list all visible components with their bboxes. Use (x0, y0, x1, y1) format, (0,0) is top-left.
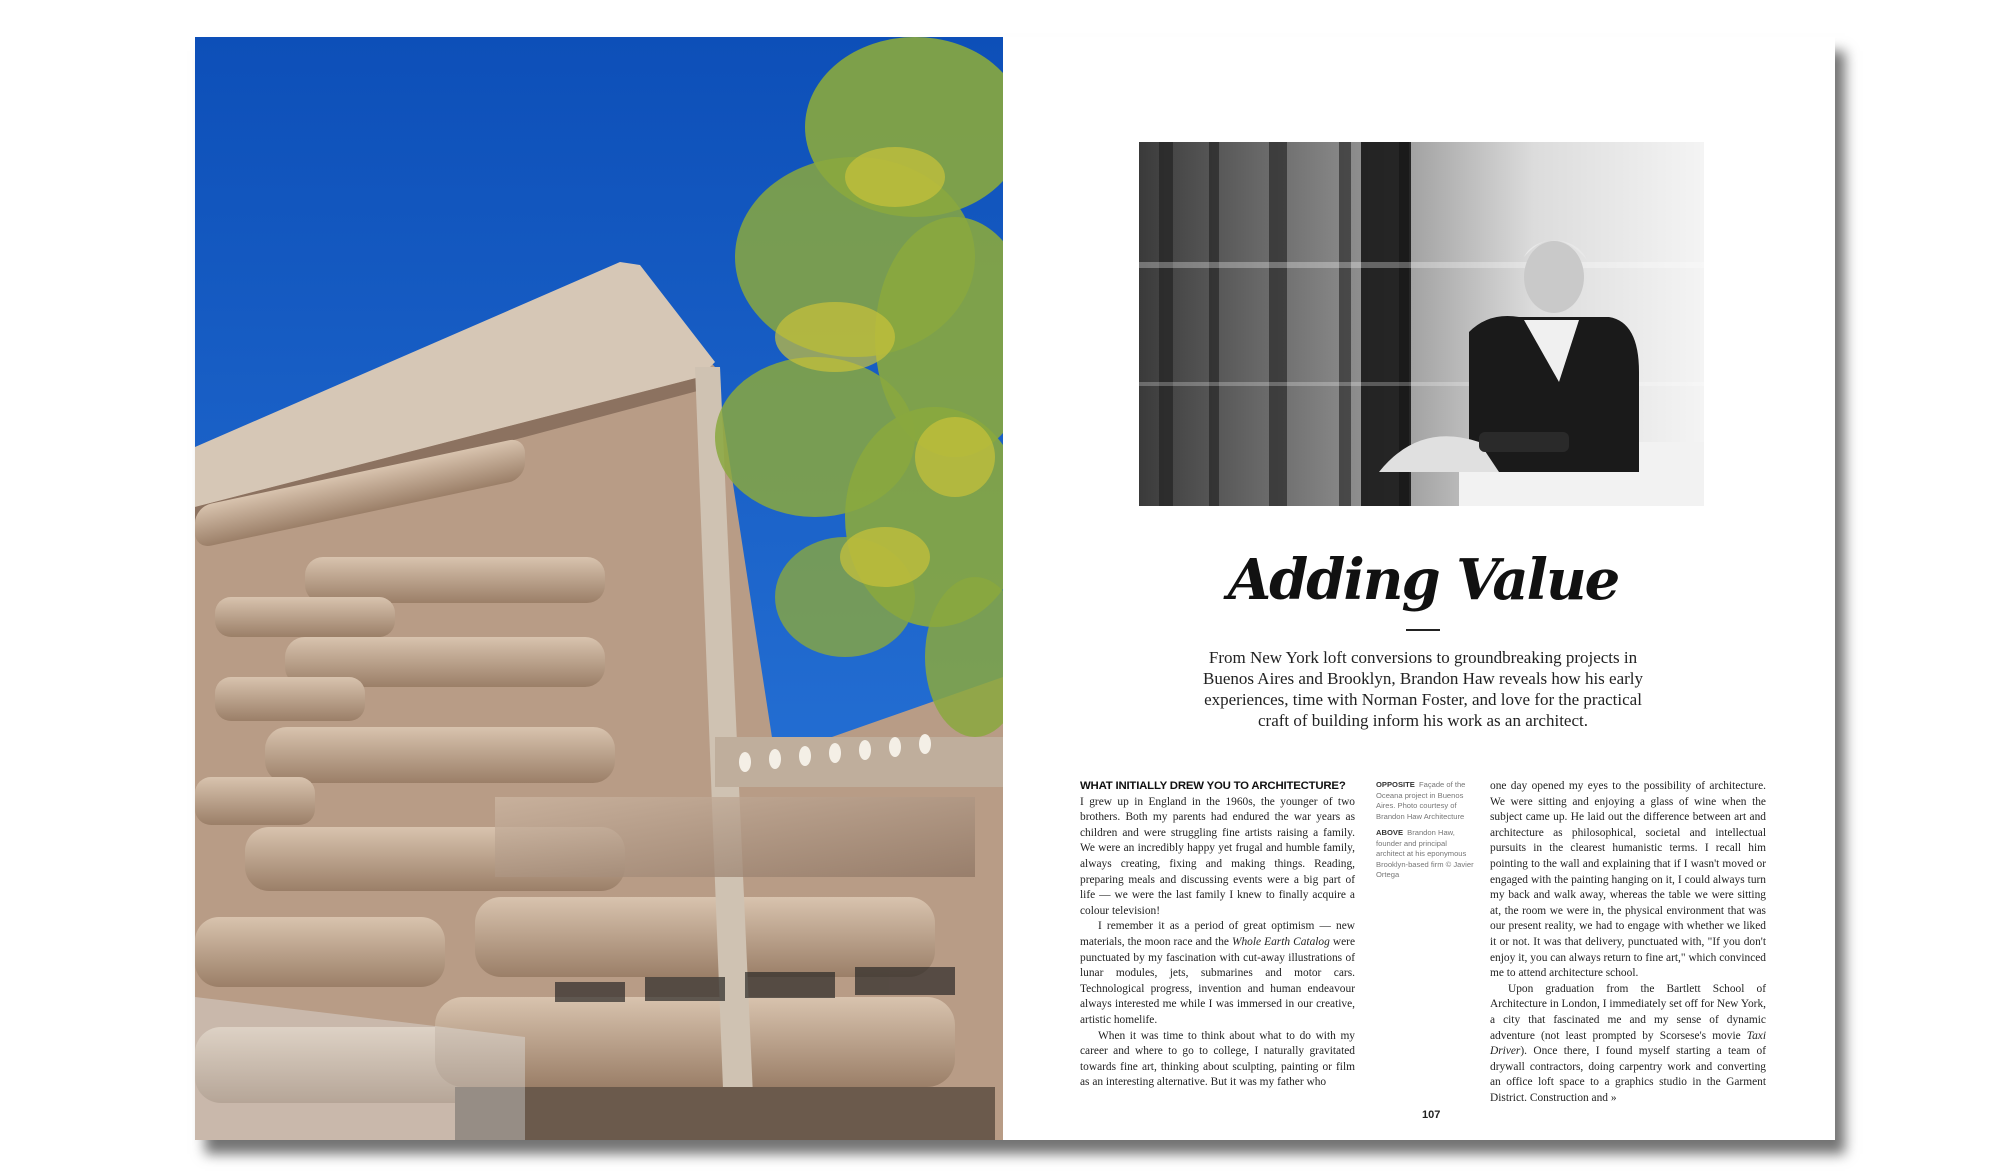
body-paragraph-2: I remember it as a period of great optimism — new materials, the moon race and the Whole Earth Catalog were punctuated by my fascination with cut-away illustrations of lunar modules, jets, submarines and motor cars. Technological progress, invention and human endeavour always interested me while I was immersed in our creative, artistic homelife. (1080, 920, 1355, 1026)
article-title: Adding Value (1227, 547, 1619, 613)
title-divider (1406, 629, 1440, 631)
page-number: 107 (1422, 1109, 1441, 1121)
body-paragraph-1: I grew up in England in the 1960s, the younger of two brothers. Both my parents had endured the war years as children and were struggling fine artists raising a family. We were an incredibly happy yet frugal and humble family, always creating, fixing and making things. Reading, preparing meals and discussing events were a big part of life — we were the last family I knew to finally acquire a colour television! (1080, 795, 1355, 917)
building-facade-photo (195, 37, 1003, 1140)
body-paragraph-5: Upon graduation from the Bartlett School of Architecture in London, I immediately set off for New York, a city that fascinated me and my sense of dynamic adventure (not least prompted by Scorsese's movie Taxi Driver). Once there, I found myself starting a team of drywall contractors, doing carpentry work and converting an office loft space to a graphics studio in the Garment District. Construction and » (1490, 982, 1766, 1104)
body-column-1 (1080, 779, 1355, 1091)
body-column-2 (1490, 779, 1766, 1106)
body-paragraph-4: one day opened my eyes to the possibility of architecture. We were sitting and enjoying a glass of wine when the subject came up. He laid out the difference between art and architecture as philosophical, societal and intellectual pursuits in the clearest humanistic terms. I recall him pointing to the wall and explaining that if I wasn't moved or engaged with the painting hanging on it, I could always turn my back and walk away, whereas the table we were sitting at, the room we were in, the physical environment that was our present reality, we had to engage with whether we liked it or not. It was that delivery, punctuated with, "If you don't enjoy it, you can always return to fine art," which convinced me to attend architecture school. (1490, 780, 1766, 980)
portrait-photo (1139, 142, 1704, 506)
interview-question: WHAT INITIALLY DREW YOU TO ARCHITECTURE? (1080, 780, 1346, 792)
magazine-spread (195, 37, 1835, 1140)
photo-captions (1376, 780, 1476, 887)
caption-opposite: OPPOSITE Façade of the Oceana project in Buenos Aires. Photo courtesy of Brandon Haw Architecture (1376, 780, 1466, 821)
caption-above: ABOVE Brandon Haw, founder and principal architect at his eponymous Brooklyn-based firm © Javier Ortega (1376, 828, 1474, 879)
article-deck: From New York loft conversions to groundbreaking projects in Buenos Aires and Brooklyn, Brandon Haw reveals how his early experiences, time with Norman Foster, and love for the practical craft of building inform his work as an architect. (1202, 648, 1644, 730)
article-page (1003, 37, 1835, 1140)
body-paragraph-3: When it was time to think about what to do with my career and where to go to college, I naturally gravitated towards fine art, thinking about sculpting, painting or film as an interesting alternative. But it was my father who (1080, 1029, 1355, 1089)
